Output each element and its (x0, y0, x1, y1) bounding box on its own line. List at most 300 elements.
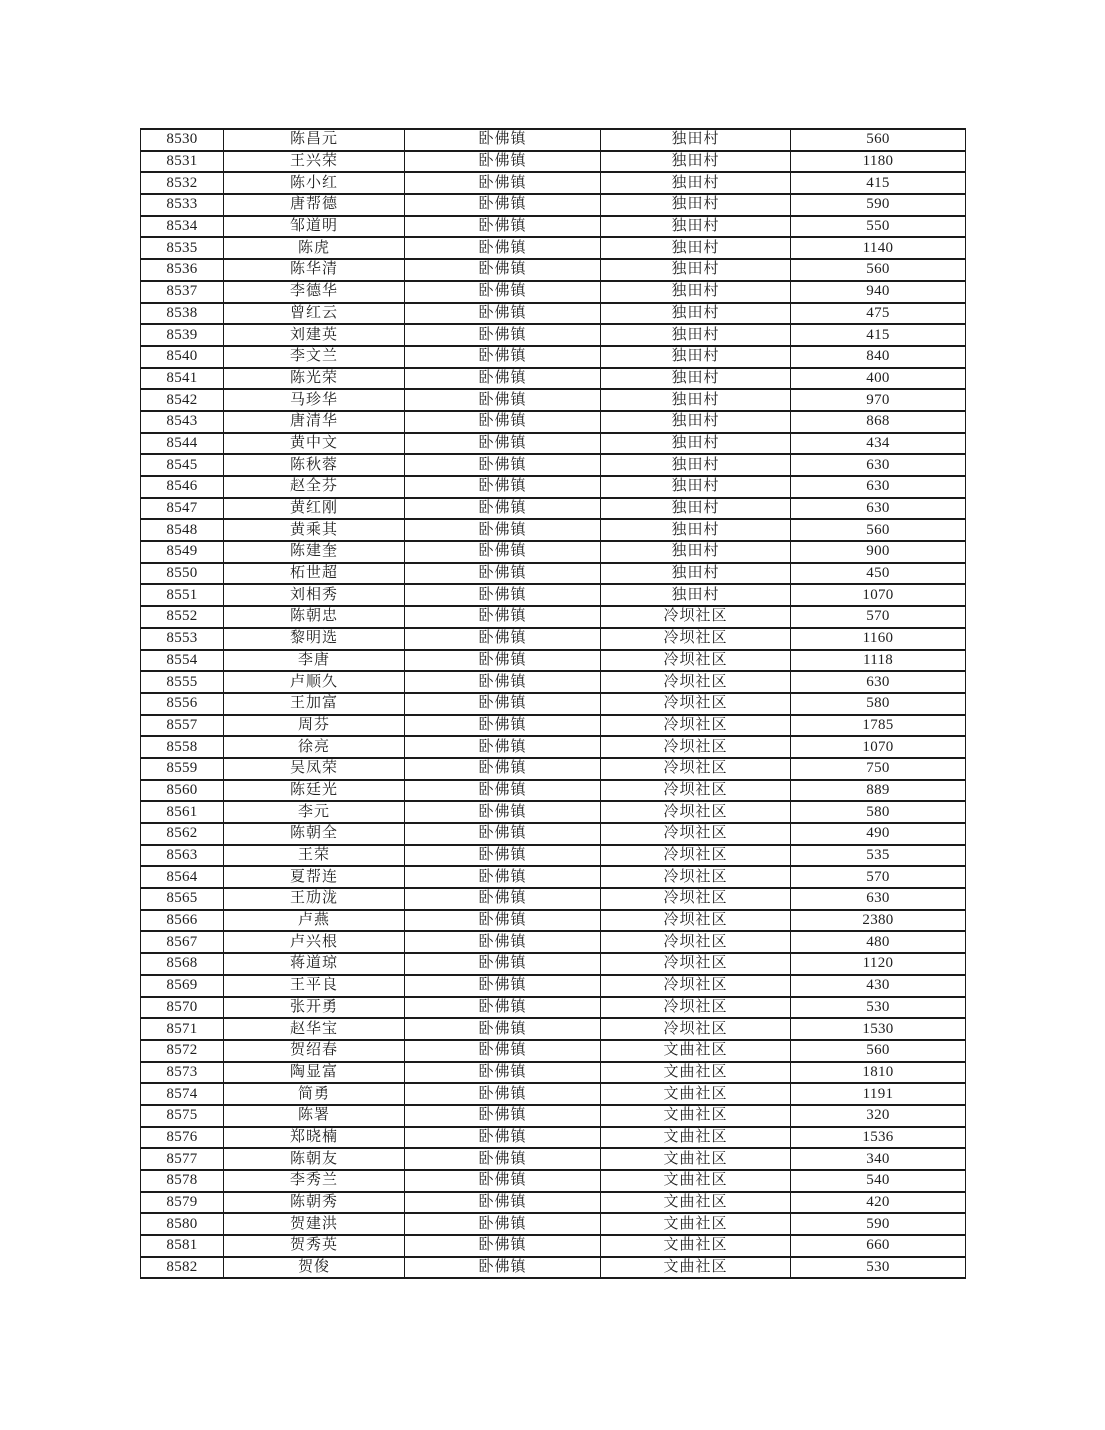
cell-person-id: 8536 (141, 259, 224, 281)
cell-village: 冷坝社区 (601, 801, 791, 823)
cell-person-id: 8559 (141, 758, 224, 780)
cell-town: 卧佛镇 (405, 715, 601, 737)
cell-name: 卢燕 (224, 910, 405, 932)
cell-town: 卧佛镇 (405, 997, 601, 1019)
cell-town: 卧佛镇 (405, 454, 601, 476)
cell-village: 独田村 (601, 259, 791, 281)
table-row (141, 758, 966, 780)
cell-person-id: 8555 (141, 671, 224, 693)
table-row (141, 281, 966, 303)
cell-village: 冷坝社区 (601, 650, 791, 672)
cell-name: 陈昌元 (224, 129, 405, 151)
cell-village: 文曲社区 (601, 1083, 791, 1105)
cell-town: 卧佛镇 (405, 1148, 601, 1170)
cell-village: 独田村 (601, 454, 791, 476)
cell-town: 卧佛镇 (405, 628, 601, 650)
cell-village: 冷坝社区 (601, 866, 791, 888)
cell-person-id: 8564 (141, 866, 224, 888)
cell-person-id: 8575 (141, 1105, 224, 1127)
cell-person-id: 8534 (141, 216, 224, 238)
cell-amount: 1070 (791, 584, 966, 606)
cell-name: 刘建英 (224, 324, 405, 346)
table-row (141, 433, 966, 455)
cell-person-id: 8546 (141, 476, 224, 498)
table-row (141, 736, 966, 758)
cell-village: 文曲社区 (601, 1148, 791, 1170)
cell-person-id: 8539 (141, 324, 224, 346)
cell-name: 曾红云 (224, 303, 405, 325)
cell-amount: 1070 (791, 736, 966, 758)
cell-amount: 1118 (791, 650, 966, 672)
cell-name: 王兴荣 (224, 151, 405, 173)
cell-amount: 1536 (791, 1127, 966, 1149)
cell-village: 独田村 (601, 563, 791, 585)
cell-village: 独田村 (601, 151, 791, 173)
cell-amount: 540 (791, 1170, 966, 1192)
table-row (141, 866, 966, 888)
cell-person-id: 8558 (141, 736, 224, 758)
table-row (141, 389, 966, 411)
cell-person-id: 8568 (141, 953, 224, 975)
cell-town: 卧佛镇 (405, 584, 601, 606)
table-row (141, 671, 966, 693)
cell-person-id: 8541 (141, 368, 224, 390)
cell-town: 卧佛镇 (405, 303, 601, 325)
cell-name: 吴凤荣 (224, 758, 405, 780)
cell-person-id: 8544 (141, 433, 224, 455)
cell-village: 独田村 (601, 476, 791, 498)
cell-town: 卧佛镇 (405, 1257, 601, 1279)
cell-amount: 630 (791, 476, 966, 498)
cell-name: 陈光荣 (224, 368, 405, 390)
cell-amount: 530 (791, 997, 966, 1019)
cell-town: 卧佛镇 (405, 736, 601, 758)
cell-person-id: 8533 (141, 194, 224, 216)
cell-town: 卧佛镇 (405, 1040, 601, 1062)
table-row (141, 1105, 966, 1127)
cell-amount: 630 (791, 498, 966, 520)
cell-village: 独田村 (601, 324, 791, 346)
table-row (141, 216, 966, 238)
table-row (141, 931, 966, 953)
cell-amount: 630 (791, 671, 966, 693)
cell-person-id: 8574 (141, 1083, 224, 1105)
table-row (141, 368, 966, 390)
table-row (141, 1083, 966, 1105)
cell-person-id: 8548 (141, 519, 224, 541)
cell-name: 刘相秀 (224, 584, 405, 606)
table-row (141, 628, 966, 650)
table-row (141, 324, 966, 346)
cell-name: 徐亮 (224, 736, 405, 758)
table-row (141, 1127, 966, 1149)
cell-name: 陶显富 (224, 1062, 405, 1084)
cell-amount: 535 (791, 845, 966, 867)
cell-town: 卧佛镇 (405, 237, 601, 259)
cell-amount: 889 (791, 780, 966, 802)
cell-town: 卧佛镇 (405, 476, 601, 498)
cell-amount: 940 (791, 281, 966, 303)
cell-person-id: 8547 (141, 498, 224, 520)
cell-amount: 570 (791, 866, 966, 888)
cell-town: 卧佛镇 (405, 541, 601, 563)
cell-name: 李元 (224, 801, 405, 823)
cell-person-id: 8561 (141, 801, 224, 823)
cell-town: 卧佛镇 (405, 324, 601, 346)
table-row (141, 1040, 966, 1062)
table-row (141, 1257, 966, 1279)
cell-village: 独田村 (601, 368, 791, 390)
table-row (141, 845, 966, 867)
table-row (141, 303, 966, 325)
cell-amount: 580 (791, 693, 966, 715)
cell-town: 卧佛镇 (405, 172, 601, 194)
cell-name: 邹道明 (224, 216, 405, 238)
cell-town: 卧佛镇 (405, 389, 601, 411)
cell-name: 陈华清 (224, 259, 405, 281)
cell-town: 卧佛镇 (405, 1170, 601, 1192)
table-row (141, 519, 966, 541)
cell-amount: 340 (791, 1148, 966, 1170)
cell-village: 冷坝社区 (601, 715, 791, 737)
cell-amount: 400 (791, 368, 966, 390)
cell-amount: 970 (791, 389, 966, 411)
table-row (141, 1062, 966, 1084)
cell-name: 李秀兰 (224, 1170, 405, 1192)
cell-village: 冷坝社区 (601, 823, 791, 845)
cell-town: 卧佛镇 (405, 281, 601, 303)
cell-amount: 660 (791, 1235, 966, 1257)
cell-name: 王平良 (224, 975, 405, 997)
cell-town: 卧佛镇 (405, 823, 601, 845)
cell-name: 贺秀英 (224, 1235, 405, 1257)
cell-person-id: 8543 (141, 411, 224, 433)
cell-person-id: 8553 (141, 628, 224, 650)
cell-person-id: 8563 (141, 845, 224, 867)
cell-village: 文曲社区 (601, 1192, 791, 1214)
cell-village: 文曲社区 (601, 1213, 791, 1235)
cell-town: 卧佛镇 (405, 1235, 601, 1257)
table-row (141, 411, 966, 433)
cell-amount: 420 (791, 1192, 966, 1214)
cell-name: 贺绍春 (224, 1040, 405, 1062)
table-row (141, 563, 966, 585)
cell-village: 独田村 (601, 129, 791, 151)
cell-person-id: 8577 (141, 1148, 224, 1170)
cell-village: 冷坝社区 (601, 953, 791, 975)
records-table (140, 128, 966, 1279)
table-row (141, 1018, 966, 1040)
cell-amount: 550 (791, 216, 966, 238)
cell-town: 卧佛镇 (405, 346, 601, 368)
cell-person-id: 8567 (141, 931, 224, 953)
cell-amount: 530 (791, 1257, 966, 1279)
cell-amount: 1191 (791, 1083, 966, 1105)
table-row (141, 997, 966, 1019)
cell-person-id: 8540 (141, 346, 224, 368)
cell-person-id: 8532 (141, 172, 224, 194)
cell-name: 贺建洪 (224, 1213, 405, 1235)
cell-village: 独田村 (601, 411, 791, 433)
cell-person-id: 8537 (141, 281, 224, 303)
cell-person-id: 8542 (141, 389, 224, 411)
cell-town: 卧佛镇 (405, 801, 601, 823)
cell-amount: 480 (791, 931, 966, 953)
cell-town: 卧佛镇 (405, 411, 601, 433)
cell-person-id: 8570 (141, 997, 224, 1019)
cell-town: 卧佛镇 (405, 1018, 601, 1040)
cell-village: 独田村 (601, 519, 791, 541)
cell-name: 陈建奎 (224, 541, 405, 563)
cell-town: 卧佛镇 (405, 1105, 601, 1127)
cell-town: 卧佛镇 (405, 693, 601, 715)
table-row (141, 650, 966, 672)
cell-name: 唐清华 (224, 411, 405, 433)
table-row (141, 1148, 966, 1170)
cell-person-id: 8550 (141, 563, 224, 585)
cell-amount: 590 (791, 194, 966, 216)
cell-amount: 1120 (791, 953, 966, 975)
cell-name: 张开勇 (224, 997, 405, 1019)
cell-name: 郑晓楠 (224, 1127, 405, 1149)
cell-amount: 1785 (791, 715, 966, 737)
cell-name: 黄红刚 (224, 498, 405, 520)
cell-person-id: 8535 (141, 237, 224, 259)
table-row (141, 454, 966, 476)
cell-name: 王劢泷 (224, 888, 405, 910)
cell-amount: 580 (791, 801, 966, 823)
cell-name: 陈署 (224, 1105, 405, 1127)
cell-amount: 630 (791, 454, 966, 476)
cell-village: 独田村 (601, 303, 791, 325)
cell-amount: 415 (791, 324, 966, 346)
table-row (141, 888, 966, 910)
cell-village: 独田村 (601, 498, 791, 520)
cell-village: 独田村 (601, 541, 791, 563)
cell-amount: 868 (791, 411, 966, 433)
cell-amount: 1180 (791, 151, 966, 173)
cell-name: 赵华宝 (224, 1018, 405, 1040)
cell-village: 冷坝社区 (601, 997, 791, 1019)
cell-town: 卧佛镇 (405, 1127, 601, 1149)
cell-village: 冷坝社区 (601, 628, 791, 650)
cell-name: 陈虎 (224, 237, 405, 259)
cell-town: 卧佛镇 (405, 866, 601, 888)
cell-name: 王加富 (224, 693, 405, 715)
cell-village: 独田村 (601, 281, 791, 303)
cell-amount: 1810 (791, 1062, 966, 1084)
cell-town: 卧佛镇 (405, 931, 601, 953)
table-row (141, 129, 966, 151)
cell-name: 陈小红 (224, 172, 405, 194)
cell-town: 卧佛镇 (405, 129, 601, 151)
cell-village: 冷坝社区 (601, 780, 791, 802)
cell-person-id: 8551 (141, 584, 224, 606)
table-row (141, 606, 966, 628)
cell-name: 陈秋蓉 (224, 454, 405, 476)
cell-amount: 560 (791, 1040, 966, 1062)
cell-name: 李文兰 (224, 346, 405, 368)
cell-amount: 434 (791, 433, 966, 455)
cell-name: 陈廷光 (224, 780, 405, 802)
cell-town: 卧佛镇 (405, 1213, 601, 1235)
cell-name: 蒋道琼 (224, 953, 405, 975)
cell-village: 文曲社区 (601, 1235, 791, 1257)
cell-amount: 750 (791, 758, 966, 780)
cell-amount: 1140 (791, 237, 966, 259)
cell-person-id: 8554 (141, 650, 224, 672)
table-row (141, 953, 966, 975)
cell-village: 独田村 (601, 237, 791, 259)
table-row (141, 346, 966, 368)
table-row (141, 1170, 966, 1192)
cell-person-id: 8531 (141, 151, 224, 173)
cell-name: 马珍华 (224, 389, 405, 411)
cell-name: 李唐 (224, 650, 405, 672)
cell-village: 文曲社区 (601, 1257, 791, 1279)
cell-town: 卧佛镇 (405, 888, 601, 910)
cell-amount: 900 (791, 541, 966, 563)
cell-village: 冷坝社区 (601, 975, 791, 997)
cell-person-id: 8573 (141, 1062, 224, 1084)
table-row (141, 259, 966, 281)
cell-village: 冷坝社区 (601, 845, 791, 867)
cell-amount: 430 (791, 975, 966, 997)
cell-town: 卧佛镇 (405, 975, 601, 997)
cell-name: 黄乘其 (224, 519, 405, 541)
cell-name: 陈朝秀 (224, 1192, 405, 1214)
cell-town: 卧佛镇 (405, 671, 601, 693)
cell-village: 独田村 (601, 433, 791, 455)
cell-town: 卧佛镇 (405, 433, 601, 455)
table-row (141, 715, 966, 737)
table-row (141, 584, 966, 606)
cell-town: 卧佛镇 (405, 758, 601, 780)
cell-amount: 450 (791, 563, 966, 585)
cell-town: 卧佛镇 (405, 1192, 601, 1214)
cell-village: 文曲社区 (601, 1105, 791, 1127)
cell-amount: 560 (791, 259, 966, 281)
cell-person-id: 8582 (141, 1257, 224, 1279)
cell-town: 卧佛镇 (405, 259, 601, 281)
cell-name: 周芬 (224, 715, 405, 737)
cell-village: 冷坝社区 (601, 736, 791, 758)
cell-amount: 415 (791, 172, 966, 194)
cell-person-id: 8571 (141, 1018, 224, 1040)
cell-town: 卧佛镇 (405, 151, 601, 173)
cell-name: 赵全芬 (224, 476, 405, 498)
table-row (141, 780, 966, 802)
cell-person-id: 8578 (141, 1170, 224, 1192)
cell-name: 夏帮连 (224, 866, 405, 888)
table-row (141, 1235, 966, 1257)
table-row (141, 476, 966, 498)
cell-town: 卧佛镇 (405, 216, 601, 238)
cell-town: 卧佛镇 (405, 780, 601, 802)
cell-person-id: 8557 (141, 715, 224, 737)
cell-person-id: 8552 (141, 606, 224, 628)
cell-town: 卧佛镇 (405, 368, 601, 390)
cell-town: 卧佛镇 (405, 1083, 601, 1105)
cell-amount: 475 (791, 303, 966, 325)
cell-town: 卧佛镇 (405, 563, 601, 585)
cell-name: 李德华 (224, 281, 405, 303)
cell-village: 独田村 (601, 389, 791, 411)
cell-amount: 320 (791, 1105, 966, 1127)
cell-village: 独田村 (601, 194, 791, 216)
table-body (141, 129, 966, 1278)
cell-person-id: 8556 (141, 693, 224, 715)
cell-town: 卧佛镇 (405, 953, 601, 975)
table-row (141, 1192, 966, 1214)
cell-village: 冷坝社区 (601, 910, 791, 932)
cell-village: 冷坝社区 (601, 1018, 791, 1040)
cell-person-id: 8549 (141, 541, 224, 563)
table-row (141, 498, 966, 520)
cell-person-id: 8572 (141, 1040, 224, 1062)
cell-village: 独田村 (601, 584, 791, 606)
cell-village: 独田村 (601, 216, 791, 238)
table-row (141, 823, 966, 845)
table-row (141, 910, 966, 932)
cell-person-id: 8569 (141, 975, 224, 997)
cell-person-id: 8560 (141, 780, 224, 802)
table-row (141, 194, 966, 216)
cell-town: 卧佛镇 (405, 1062, 601, 1084)
cell-village: 独田村 (601, 172, 791, 194)
cell-town: 卧佛镇 (405, 194, 601, 216)
cell-name: 黄中文 (224, 433, 405, 455)
table-row (141, 1213, 966, 1235)
cell-village: 冷坝社区 (601, 606, 791, 628)
cell-village: 冷坝社区 (601, 931, 791, 953)
cell-person-id: 8576 (141, 1127, 224, 1149)
table-row (141, 151, 966, 173)
cell-person-id: 8562 (141, 823, 224, 845)
cell-town: 卧佛镇 (405, 606, 601, 628)
cell-person-id: 8565 (141, 888, 224, 910)
cell-name: 贺俊 (224, 1257, 405, 1279)
cell-person-id: 8580 (141, 1213, 224, 1235)
table-row (141, 801, 966, 823)
cell-person-id: 8545 (141, 454, 224, 476)
cell-person-id: 8581 (141, 1235, 224, 1257)
cell-name: 陈朝忠 (224, 606, 405, 628)
cell-name: 卢兴根 (224, 931, 405, 953)
cell-village: 文曲社区 (601, 1170, 791, 1192)
cell-name: 陈朝全 (224, 823, 405, 845)
cell-town: 卧佛镇 (405, 498, 601, 520)
cell-amount: 1530 (791, 1018, 966, 1040)
cell-name: 陈朝友 (224, 1148, 405, 1170)
cell-village: 文曲社区 (601, 1040, 791, 1062)
cell-village: 冷坝社区 (601, 758, 791, 780)
table-row (141, 693, 966, 715)
table-row (141, 541, 966, 563)
cell-town: 卧佛镇 (405, 650, 601, 672)
cell-village: 冷坝社区 (601, 693, 791, 715)
cell-village: 文曲社区 (601, 1062, 791, 1084)
cell-person-id: 8579 (141, 1192, 224, 1214)
cell-village: 文曲社区 (601, 1127, 791, 1149)
cell-amount: 570 (791, 606, 966, 628)
table-row (141, 975, 966, 997)
cell-name: 黎明选 (224, 628, 405, 650)
cell-amount: 1160 (791, 628, 966, 650)
cell-name: 卢顺久 (224, 671, 405, 693)
cell-person-id: 8530 (141, 129, 224, 151)
cell-amount: 560 (791, 519, 966, 541)
